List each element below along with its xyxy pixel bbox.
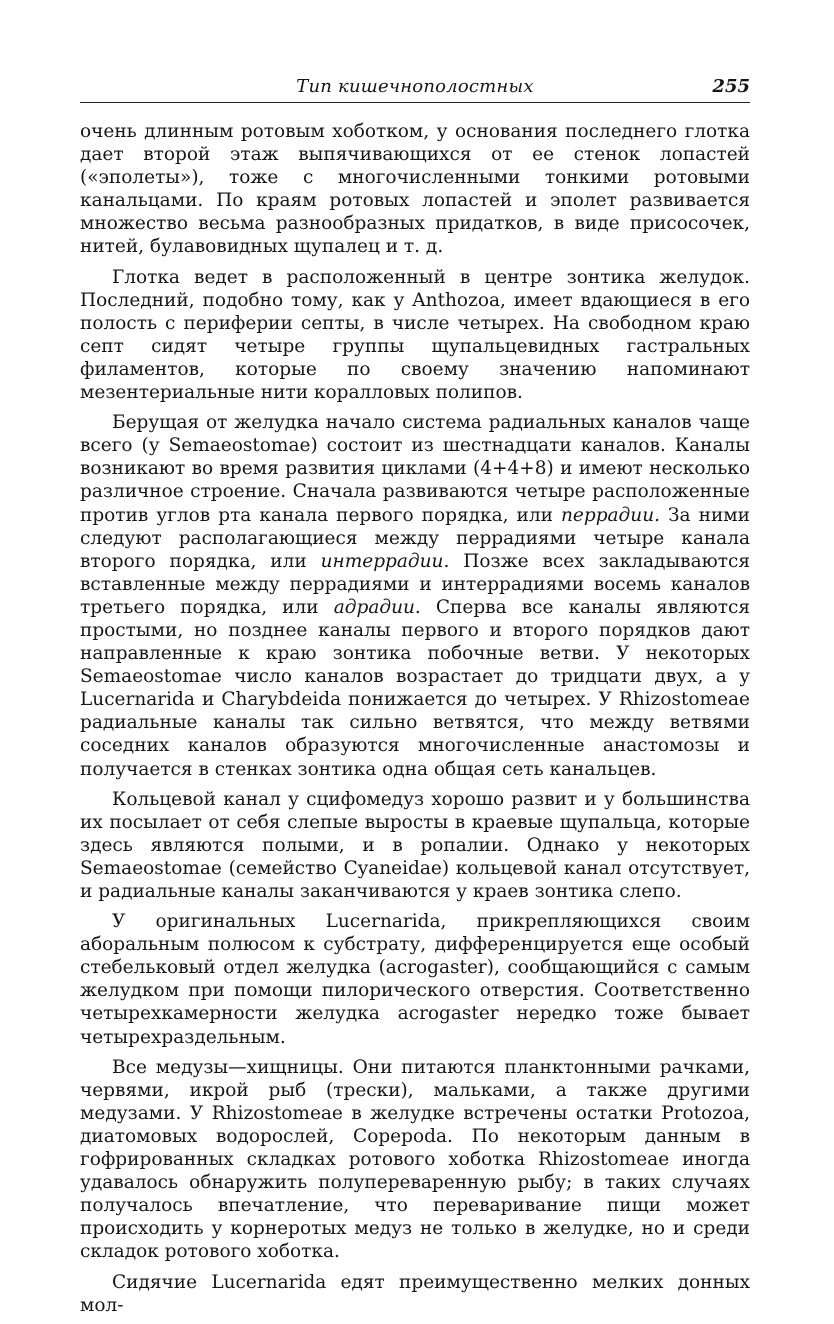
paragraph-4 (80, 788, 750, 903)
text-run: Сидячие Lucernarida едят преимущественно мелких донных мол- (80, 1271, 750, 1316)
text-run: Позже всех закладываются вставленные между перрадиями и интеррадиями восемь каналов третьего порядка, или (80, 550, 750, 618)
text-run: Кольцевой канал у сцифомедуз хорошо развит и у большинства их посылает от себя слепые выросты в краевые щупальца, которые здесь являются полыми, и в ропалии. Однако у некоторых Semaeostomae (семейство Cyaneidae) кольцевой канал отсутствует, и радиальные каналы заканчиваются у краев зонтика слепо. (80, 788, 750, 902)
running-title: Тип кишечнополостных (296, 76, 534, 97)
term-adradii: адрадии. (333, 596, 421, 618)
page-number: 255 (712, 76, 750, 97)
paragraph-5 (80, 910, 750, 1049)
term-perradii: перрадии. (560, 504, 660, 526)
body-text (80, 120, 750, 1324)
text-run: Сперва все каналы являются простыми, но позднее каналы первого и второго порядков дают направленные к краю зонтика побочные ветви. У некоторых Semaeostomae число каналов возрастает до тридцати двух, а у Lucernarida и Charybdeida понижается до четырех. У Rhizostomeae радиальные каналы так сильно ветвятся, что между ветвями соседних каналов образуются многочисленные анастомозы и получается в стенках зонтика одна общая сеть канальцев. (80, 596, 750, 780)
text-run: Все медузы—хищницы. Они питаются планктонными рачками, червями, икрой рыб (трески), мальками, а также другими медузами. У Rhizostomeae в желудке встречены остатки Protozoa, диатомовых водорослей, Copepoda. По некоторым данным в гофрированных складках ротового хоботка Rhizostomeae иногда удавалось обнаружить полупереваренную рыбу; в таких случаях получалось впечатление, что переваривание пищи может происходить у корнеротых медуз не только в желудке, но и среди складок ротового хоботка. (80, 1056, 750, 1263)
text-run: Глотка ведет в расположенный в центре зонтика желудок. Последний, подобно тому, как у Anthozoa, имеет вдающиеся в его полость с периферии септы, в числе четырех. На свободном краю септ сидят четыре группы щупальцевидных гастральных филаментов, которые по своему значению напоминают мезентериальные нити коралловых полипов. (80, 266, 750, 404)
paragraph-3 (80, 411, 750, 781)
running-header (80, 74, 750, 103)
text-run: У оригинальных Lucernarida, прикрепляющихся своим аборальным полюсом к субстрату, дифференцируется еще особый стебельковый отдел желудка (acrogaster), сообщающийся с самым желудком при помощи пилорического отверстия. Соответственно четырехкамерности желудка acrogaster нередко тоже бывает четырехраздельным. (80, 911, 750, 1048)
term-interradii: интеррадии. (320, 550, 450, 572)
paragraph-1 (80, 120, 750, 259)
text-run: очень длинным ротовым хоботком, у основания последнего глотка дает второй этаж выпячивающихся от ее стенок лопастей («эполеты»), тоже с многочисленными тонкими ротовыми канальцами. По краям ротовых лопастей и эполет развивается множество весьма разнообразных придатков, в виде присосочек, нитей, булавовидных щупалец и т. д. (80, 121, 750, 258)
text-run: За ними следуют располагающиеся между перрадиями четыре канала второго порядка, или (80, 504, 750, 572)
paragraph-6 (80, 1056, 750, 1264)
paragraph-2 (80, 266, 750, 405)
text-run: Берущая от желудка начало система радиальных каналов чаще всего (у Semaeostomae) состоит из шестнадцати каналов. Каналы возникают во время развития циклами (4+4+8) и имеют несколько различное строение. Сначала развиваются четыре расположенные против углов рта канала первого порядка, или (80, 412, 750, 526)
paragraph-7 (80, 1271, 750, 1317)
